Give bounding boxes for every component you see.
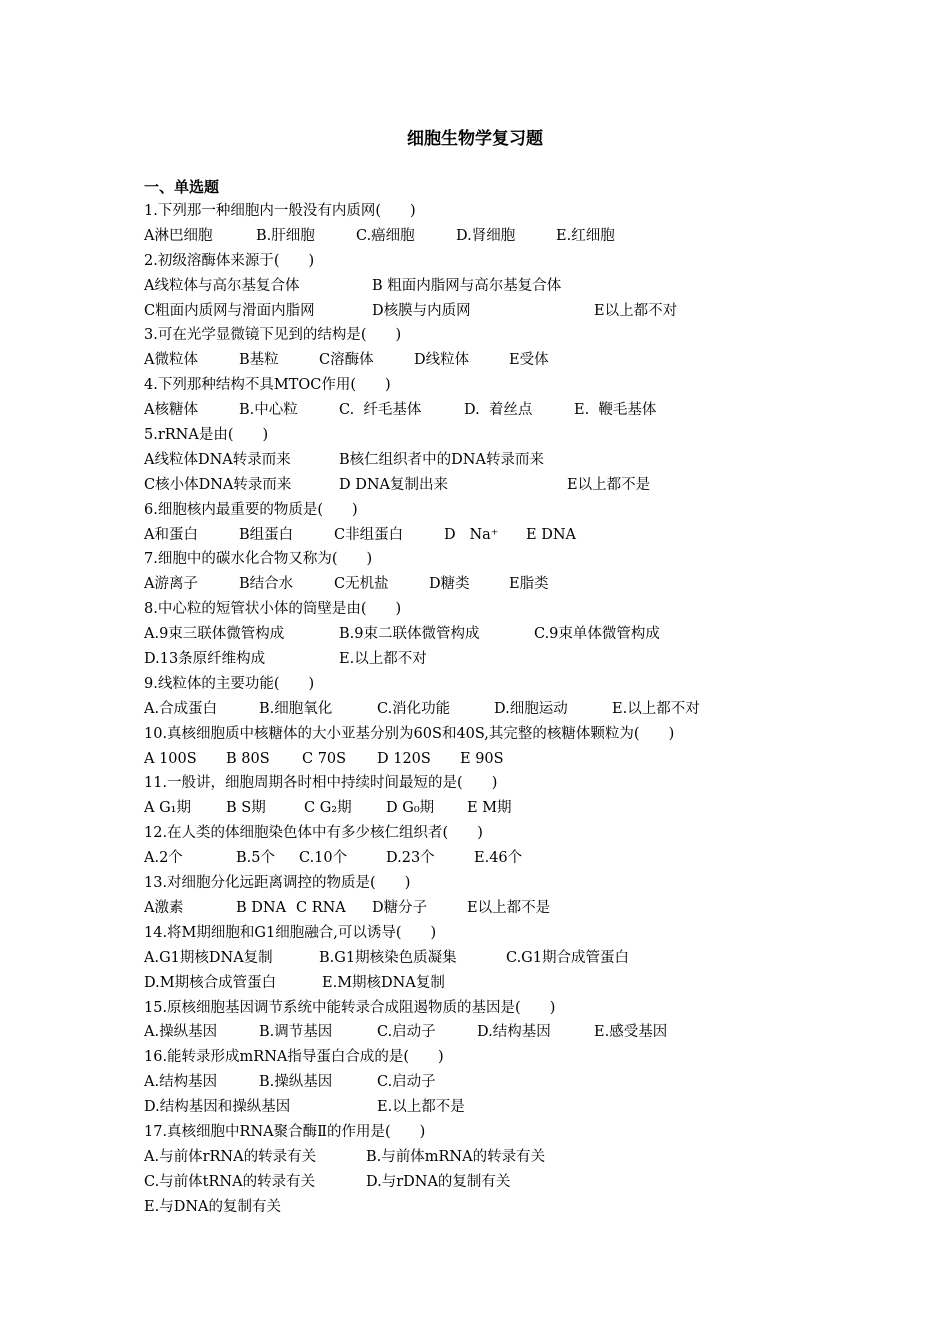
answer-option: B 80S	[226, 750, 270, 767]
question-text: 6.细胞核内最重要的物质是( )	[144, 501, 358, 518]
answer-option: D.结构基因	[477, 1024, 551, 1041]
options-row	[144, 1195, 864, 1220]
answer-option: A.与前体rRNA的转录有关	[144, 1148, 317, 1165]
options-row	[144, 448, 864, 473]
answer-option: E.46个	[474, 850, 523, 867]
options-row	[144, 473, 864, 498]
options-row	[144, 572, 864, 597]
question-text: 7.细胞中的碳水化合物又称为( )	[144, 551, 373, 568]
answer-option: B S期	[226, 800, 266, 817]
question-text: 2.初级溶酶体来源于( )	[144, 252, 315, 269]
answer-option: E以上都不是	[567, 476, 651, 493]
answer-option: D.细胞运动	[494, 700, 568, 717]
answer-option: A激素	[144, 899, 184, 916]
document-title: 细胞生物学复习题	[407, 129, 543, 149]
answer-option: C.消化功能	[377, 700, 451, 717]
options-row	[144, 647, 864, 672]
answer-option: E受体	[509, 352, 549, 369]
question-text: 15.原核细胞基因调节系统中能转录合成阻遏物质的基因是( )	[144, 999, 556, 1016]
options-row	[144, 348, 864, 373]
answer-option: C核小体DNA转录而来	[144, 476, 292, 493]
question-text: 13.对细胞分化远距离调控的物质是( )	[144, 875, 411, 892]
answer-option: C.癌细胞	[356, 227, 415, 244]
answer-option: C. 纤毛基体	[339, 402, 422, 419]
answer-option: E DNA	[526, 526, 576, 543]
answer-option: B核仁组织者中的DNA转录而来	[339, 451, 544, 468]
answer-option: E. 鞭毛基体	[574, 402, 657, 419]
answer-option: B.G1期核染色质凝集	[319, 949, 457, 966]
options-row	[144, 796, 864, 821]
answer-option: A淋巴细胞	[144, 227, 213, 244]
options-row	[144, 622, 864, 647]
options-row	[144, 523, 864, 548]
answer-option: D. 着丝点	[464, 402, 533, 419]
answer-option: C.与前体tRNA的转录有关	[144, 1173, 316, 1190]
options-row	[144, 747, 864, 772]
answer-option: B.与前体mRNA的转录有关	[366, 1148, 546, 1165]
answer-option: D 120S	[377, 750, 431, 767]
answer-option: E.感受基因	[594, 1024, 668, 1041]
answer-option: A 100S	[144, 750, 197, 767]
answer-option: D.23个	[386, 850, 435, 867]
answer-option: A游离子	[144, 576, 198, 593]
answer-option: E以上都不对	[594, 302, 678, 319]
answer-option: A微粒体	[144, 352, 198, 369]
answer-option: A.2个	[144, 850, 183, 867]
answer-option: B.细胞氧化	[259, 700, 333, 717]
answer-option: C 70S	[302, 750, 347, 767]
answer-option: D Na⁺	[444, 526, 499, 543]
options-row	[144, 1070, 864, 1095]
answer-option: D核膜与内质网	[372, 302, 471, 319]
answer-option: E M期	[467, 800, 512, 817]
options-row	[144, 1145, 864, 1170]
options-row	[144, 697, 864, 722]
options-row	[144, 1095, 864, 1120]
answer-option: A.结构基因	[144, 1074, 218, 1091]
question-text: 11.一般讲，细胞周期各时相中持续时间最短的是( )	[144, 775, 498, 792]
question-text: 10.真核细胞质中核糖体的大小亚基分别为60S和40S,其完整的核糖体颗粒为( )	[144, 725, 675, 742]
answer-option: A核糖体	[144, 402, 198, 419]
answer-option: B.调节基因	[259, 1024, 333, 1041]
options-row	[144, 971, 864, 996]
options-row	[144, 846, 864, 871]
question-list	[144, 199, 864, 1220]
answer-option: E.以上都不是	[377, 1099, 465, 1116]
answer-option: D.肾细胞	[456, 227, 516, 244]
options-row	[144, 896, 864, 921]
answer-option: E 90S	[460, 750, 504, 767]
answer-option: B.肝细胞	[256, 227, 315, 244]
answer-option: C无机盐	[334, 576, 389, 593]
answer-option: B.中心粒	[239, 402, 298, 419]
answer-option: C G₂期	[304, 800, 352, 817]
options-row	[144, 1170, 864, 1195]
question-text: 1.下列那一种细胞内一般没有内质网( )	[144, 203, 416, 219]
answer-option: D.13条原纤维构成	[144, 651, 266, 668]
question-text: 9.线粒体的主要功能( )	[144, 675, 315, 692]
answer-option: D.与rDNA的复制有关	[366, 1173, 511, 1190]
answer-option: A G₁期	[144, 800, 191, 817]
question-text: 12.在人类的体细胞染色体中有多少核仁组织者( )	[144, 825, 483, 842]
question-text: 8.中心粒的短管状小体的筒壁是由( )	[144, 601, 402, 618]
answer-option: D线粒体	[414, 352, 470, 369]
answer-option: C.启动子	[377, 1074, 436, 1091]
answer-option: D.结构基因和操纵基因	[144, 1099, 291, 1116]
question-text: 5.rRNA是由( )	[144, 427, 269, 444]
options-row	[144, 946, 864, 971]
answer-option: E.以上都不对	[339, 651, 427, 668]
answer-option: D DNA复制出来	[339, 476, 449, 493]
answer-option: B组蛋白	[239, 526, 294, 543]
options-row	[144, 398, 864, 423]
answer-option: D糖分子	[372, 899, 428, 916]
answer-option: A.G1期核DNA复制	[144, 949, 273, 966]
answer-option: E.M期核DNA复制	[322, 974, 445, 991]
answer-option: E.以上都不对	[612, 700, 700, 717]
answer-option: A线粒体与高尔基复合体	[144, 277, 300, 294]
question-text: 3.可在光学显微镜下见到的结构是( )	[144, 327, 402, 344]
options-row	[144, 224, 864, 249]
answer-option: B 粗面内脂网与高尔基复合体	[372, 277, 562, 294]
answer-option: A.操纵基因	[144, 1024, 218, 1041]
section-heading: 一、单选题	[144, 178, 220, 196]
question-text: 4.下列那种结构不具MTOC作用( )	[144, 377, 391, 394]
question-text: 17.真核细胞中RNA聚合酶Ⅱ的作用是( )	[144, 1123, 426, 1140]
answer-option: E以上都不是	[467, 899, 551, 916]
options-row	[144, 299, 864, 324]
question-text: 14.将M期细胞和G1细胞融合,可以诱导( )	[144, 924, 437, 941]
answer-option: C RNA	[296, 899, 346, 916]
answer-option: C.G1期合成管蛋白	[506, 949, 629, 966]
answer-option: A.9束三联体微管构成	[144, 626, 285, 643]
options-row	[144, 274, 864, 299]
answer-option: D糖类	[429, 576, 470, 593]
answer-option: B DNA	[236, 899, 287, 916]
answer-option: C.10个	[299, 850, 348, 867]
answer-option: E脂类	[509, 576, 549, 593]
answer-option: C.启动子	[377, 1024, 436, 1041]
answer-option: A和蛋白	[144, 526, 198, 543]
options-row	[144, 1020, 864, 1045]
answer-option: B.9束二联体微管构成	[339, 626, 480, 643]
answer-option: C非组蛋白	[334, 526, 404, 543]
answer-option: E.红细胞	[556, 227, 615, 244]
answer-option: C粗面内质网与滑面内脂网	[144, 302, 315, 319]
question-text: 16.能转录形成mRNA指导蛋白合成的是( )	[144, 1049, 444, 1066]
answer-option: D.M期核合成管蛋白	[144, 974, 277, 991]
answer-option: B基粒	[239, 352, 279, 369]
answer-option: B.操纵基因	[259, 1074, 333, 1091]
answer-option: B结合水	[239, 576, 294, 593]
answer-option: A.合成蛋白	[144, 700, 218, 717]
answer-option: A线粒体DNA转录而来	[144, 451, 291, 468]
answer-option: D G₀期	[386, 800, 435, 817]
answer-option: B.5个	[236, 850, 275, 867]
answer-option: E.与DNA的复制有关	[144, 1198, 281, 1215]
answer-option: C溶酶体	[319, 352, 374, 369]
answer-option: C.9束单体微管构成	[534, 626, 660, 643]
